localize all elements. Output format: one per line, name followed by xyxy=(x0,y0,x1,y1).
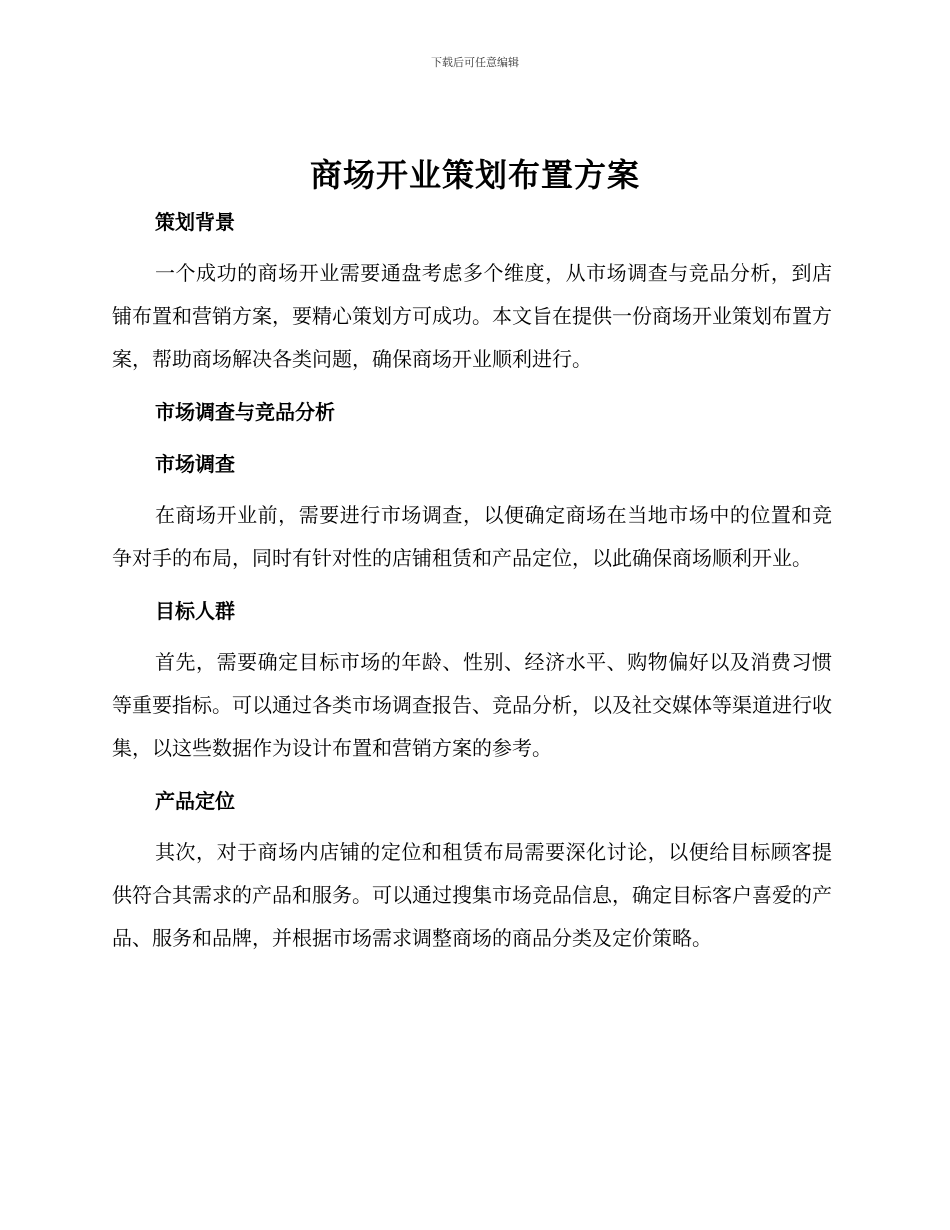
section-heading-market-analysis: 市场调查与竞品分析 xyxy=(155,400,335,424)
document-body xyxy=(112,200,832,969)
document-title: 商场开业策划布置方案 xyxy=(309,156,640,194)
header-note: 下载后可任意编辑 xyxy=(431,56,519,69)
paragraph-market-research: 在商场开业前，需要进行市场调查，以便确定商场在当地市场中的位置和竞争对手的布局，同时有针对性的店铺租赁和产品定位，以此确保商场顺利开业。 xyxy=(112,503,832,570)
section-heading-background: 策划背景 xyxy=(155,210,235,234)
section-heading-product-positioning: 产品定位 xyxy=(155,789,235,813)
paragraph-target-audience: 首先，需要确定目标市场的年龄、性别、经济水平、购物偏好以及消费习惯等重要指标。可以通过各类市场调查报告、竞品分析，以及社交媒体等渠道进行收集，以这些数据作为设计布置和营销方案的参考。 xyxy=(112,650,832,760)
section-heading-market-research: 市场调查 xyxy=(155,452,235,476)
paragraph-product-positioning: 其次，对于商场内店铺的定位和租赁布局需要深化讨论，以便给目标顾客提供符合其需求的产品和服务。可以通过搜集市场竞品信息，确定目标客户喜爱的产品、服务和品牌，并根据市场需求调整商场的商品分类及定价策略。 xyxy=(112,840,832,950)
paragraph-background: 一个成功的商场开业需要通盘考虑多个维度，从市场调查与竞品分析，到店铺布置和营销方案，要精心策划方可成功。本文旨在提供一份商场开业策划布置方案，帮助商场解决各类问题，确保商场开业顺利进行。 xyxy=(112,261,832,371)
section-heading-target-audience: 目标人群 xyxy=(155,599,235,623)
